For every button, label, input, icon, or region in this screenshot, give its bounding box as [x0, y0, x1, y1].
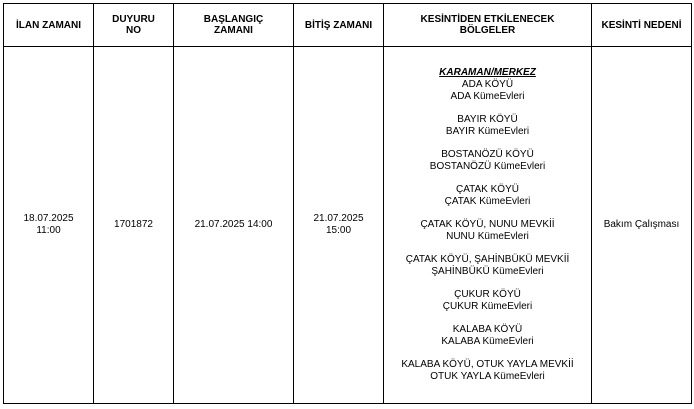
- end-hour: 15:00: [325, 225, 352, 236]
- header-start-time-line-1: BAŞLANGIÇ: [203, 14, 264, 25]
- header-notice-no: [94, 4, 174, 47]
- settlement-name: BOSTANÖZÜ KümeEvleri: [429, 161, 546, 172]
- village-name: ÇATAK KÖYÜ: [456, 184, 519, 195]
- header-outage-reason-line: KESİNTİ NEDENİ: [601, 19, 682, 31]
- header-start-time-line-2: ZAMANI: [214, 25, 253, 36]
- region-name: KARAMAN/MERKEZ: [439, 67, 536, 78]
- list-item: [384, 289, 591, 313]
- village-name: ÇUKUR KÖYÜ: [454, 289, 521, 300]
- settlement-name: ÇUKUR KümeEvleri: [442, 301, 533, 312]
- announce-date: 18.07.2025: [23, 213, 74, 224]
- header-row: [4, 4, 692, 47]
- village-name: ÇATAK KÖYÜ, NUNU MEVKİİ: [420, 219, 555, 230]
- settlement-name: KALABA KümeEvleri: [441, 336, 534, 347]
- settlement-name: OTUK YAYLA KümeEvleri: [430, 371, 545, 382]
- affected-areas-cell: [384, 47, 592, 404]
- header-affected-areas: [384, 4, 592, 47]
- header-start-time: [174, 4, 294, 47]
- list-item: [384, 114, 591, 138]
- header-announce-time: [4, 4, 94, 47]
- start-time-cell: 21.07.2025 14:00: [174, 47, 294, 404]
- header-outage-reason: [592, 4, 692, 47]
- village-name: BAYIR KÖYÜ: [457, 114, 518, 125]
- settlement-name: ÇATAK KümeEvleri: [444, 196, 531, 207]
- announce-hour: 11:00: [36, 225, 61, 236]
- announce-time-cell: [4, 47, 94, 404]
- list-item: [384, 149, 591, 173]
- header-affected-areas-line-2: BÖLGELER: [459, 25, 516, 36]
- list-item: [384, 219, 591, 243]
- list-item: [384, 359, 591, 383]
- settlement-name: NUNU KümeEvleri: [446, 231, 529, 242]
- list-item: [384, 184, 591, 208]
- end-date: 21.07.2025: [313, 213, 364, 224]
- village-name: BOSTANÖZÜ KÖYÜ: [441, 149, 534, 160]
- village-name: KALABA KÖYÜ: [452, 324, 523, 335]
- header-end-time: [294, 4, 384, 47]
- settlement-name: ŞAHİNBÜKÜ KümeEvleri: [431, 266, 544, 277]
- header-notice-no-line-2: NO: [126, 25, 141, 36]
- header-notice-no-line-1: DUYURU: [112, 14, 155, 25]
- table-row: [4, 47, 692, 404]
- header-announce-time-line: İLAN ZAMANI: [16, 19, 81, 31]
- list-item: [384, 324, 591, 348]
- village-name: ADA KÖYÜ: [461, 79, 514, 90]
- outage-notice-table: [3, 3, 692, 404]
- notice-no-cell: 1701872: [94, 47, 174, 404]
- list-item: [384, 254, 591, 278]
- settlement-name: ADA KümeEvleri: [450, 91, 525, 102]
- end-time-cell: [294, 47, 384, 404]
- village-name: KALABA KÖYÜ, OTUK YAYLA MEVKİİ: [401, 359, 574, 370]
- village-name: ÇATAK KÖYÜ, ŞAHİNBÜKÜ MEVKİİ: [405, 254, 570, 265]
- header-affected-areas-line-1: KESİNTİDEN ETKİLENECEK: [420, 14, 555, 25]
- outage-reason-cell: Bakım Çalışması: [592, 47, 692, 404]
- settlement-name: BAYIR KümeEvleri: [445, 126, 530, 137]
- list-item: [384, 79, 591, 103]
- header-end-time-line: BİTİŞ ZAMANI: [304, 19, 373, 31]
